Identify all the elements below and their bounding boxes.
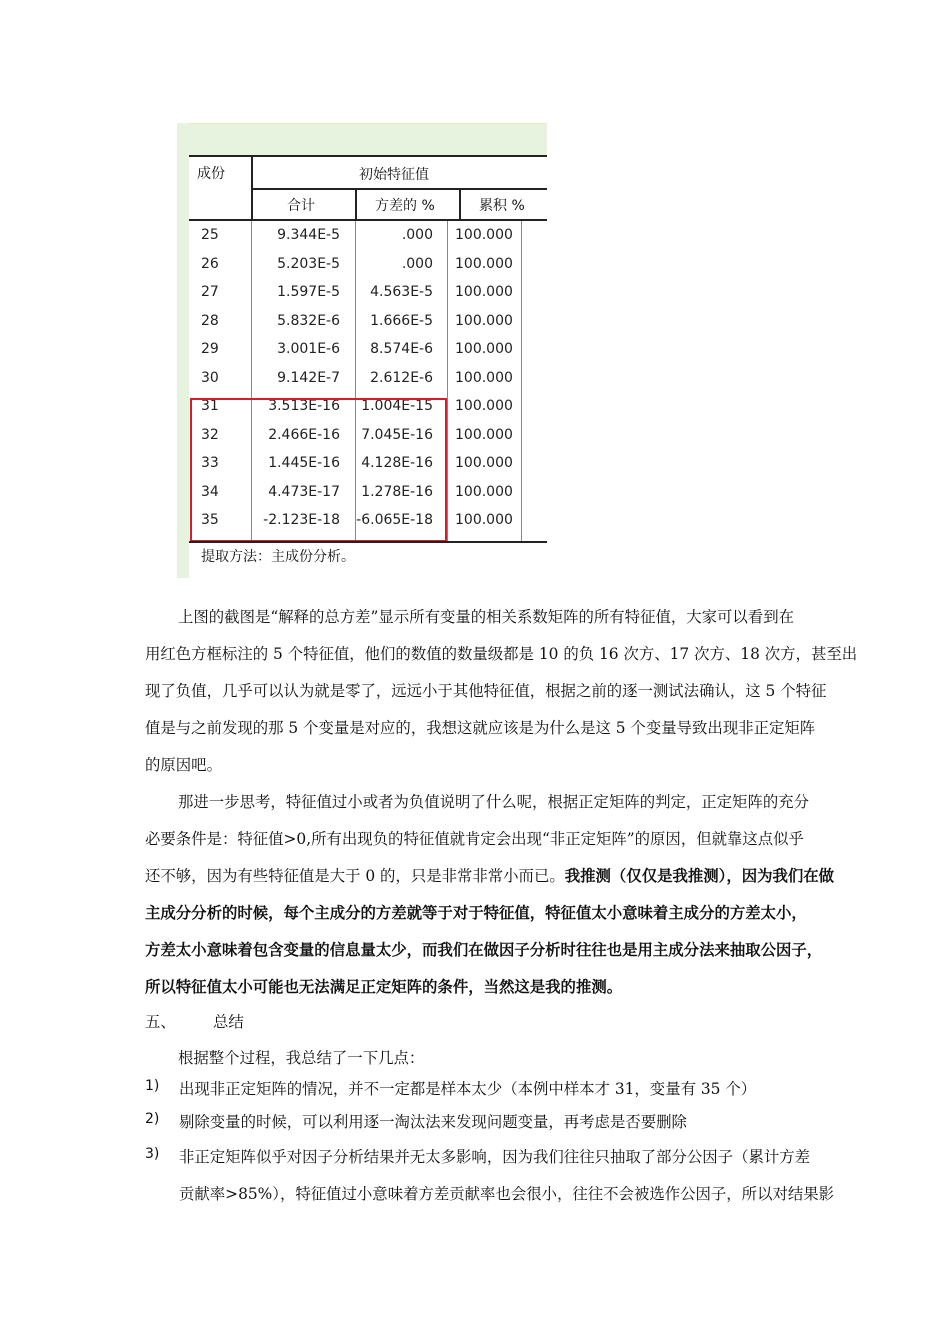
row-cumulative: 100.000 (455, 255, 513, 272)
row-cumulative: 100.000 (455, 227, 513, 243)
row-variance: 1.666E-5 (370, 312, 433, 329)
document-page: 成份 初始特征值 合计 方差的 % 累积 % 25 9.344E-5 .000 100.000 26 5.203E-5 .000 100.000 27 1.597E-5 4.563E-5 100.000 28 5.832E-6 1.666E-5 100.000 29 3.001E-6 8.574E-6 100.000 30 9.142E-7 2.612E-6 100.000 31 3.513E-16 1.004E-15 100.000 32 2.466E-16 7.045E-16 100.000 33 1.445E-16 4.128E-16 100.000 34 4.473E-17 1.278E-16 100.000 35 -2.123E-18 -6.065E-18 100.000 提取方法：主成份分析。 上图的截图是“解释的总方差”显示所有变量的相关系数矩阵的所有特征值，大家可以看到在 用红色方框标注的 5 个特征值，他们的数值的数量级都是 10 的负 16 次方、17 次方、18 次方，甚至出 现了负值，几乎可以认为就是零了，远远小于其他特征值，根据之前的逐一测试法确认，这 5 个特征 值是与之前发现的那 5 个变量是对应的，我想这就应该是为什么是这 5 个变量导致出现非正定矩阵 的原因吧。 那进一步思考，特征值过小或者为负值说明了什么呢，根据正定矩阵的判定，正定矩阵的充分 必要条件是：特征值>0,所有出现负的特征值就肯定会出现“非正定矩阵”的原因，但就靠这点似乎 还不够，因为有些特征值是大于 0 的，只是非常非常小而已。我推测（仅仅是我推测），因为我们在做 主成分分析的时候，每个主成分的方差就等于对于特征值，特征值太小意味着主成分的方差太小， 方差太小意味着包含变量的信息量太少，而我们在做因子分析时往往也是用主成分法来抽取公因子， 所以特征值太小可能也无法满足正定矩阵的条件，当然这是我的推测。 五、 总结 根据整个过程，我总结了一下几点： 1) 出现非正定矩阵的情况，并不一定都是样本太少（本例中样本才 31，变量有 35 个） 2) 剔除变量的时候，可以利用逐一淘汰法来发现问题变量，再考虑是否要删除 3) 非正定矩阵似乎对因子分析结果并无太多影响，因为我们往往只抽取了部分公因子（累计方差 贡献率>85%），特征值过小意味着方差贡献率也会很小，往往不会被选作公因子，所以对结果影 (0, 0, 950, 1344)
row-variance: .000 (401, 227, 433, 243)
divider (190, 123, 547, 124)
row-component: 33 (201, 455, 219, 471)
row-component: 35 (201, 512, 219, 528)
row-component: 28 (201, 312, 219, 329)
row-component: 32 (201, 426, 219, 443)
row-variance: 1.278E-16 (361, 483, 433, 500)
table-row (189, 335, 547, 363)
row-variance: 4.563E-5 (370, 284, 433, 300)
row-cumulative: 100.000 (455, 483, 513, 500)
row-component: 31 (201, 398, 219, 414)
paragraph-1-first: 上图的截图是“解释的总方差”显示所有变量的相关系数矩阵的所有特征值，大家可以看到在 (178, 608, 794, 626)
row-total: 1.445E-16 (268, 455, 340, 471)
row-total: 2.466E-16 (268, 426, 340, 443)
table-bottom-rule (189, 541, 547, 543)
row-cumulative: 100.000 (455, 398, 513, 414)
row-cumulative: 100.000 (455, 284, 513, 300)
row-variance: .000 (401, 255, 433, 272)
header-variance-pct: 方差的 % (375, 198, 435, 214)
row-cumulative: 100.000 (455, 426, 513, 443)
intro-line: 根据整个过程，我总结了一下几点： (178, 1049, 425, 1067)
paragraph-2: 必要条件是：特征值>0,所有出现负的特征值就肯定会出现“非正定矩阵”的原因，但就靠这点似乎 还不够，因为有些特征值是大于 0 的，只是非常非常小而已。我推测（仅仅是我推测），因为我们在做 主成分分析的时候，每个主成分的方差就等于对于特征值，特征值太小意味着主成分的方差太小， 方差太小意味着包含变量的信息量太少，而我们在做因子分析时往往也是用主成分法来抽取公因子， 所以特征值太小可能也无法满足正定矩阵的条件，当然这是我的推测。 (145, 830, 835, 996)
row-cumulative: 100.000 (455, 512, 513, 528)
row-cumulative: 100.000 (455, 455, 513, 471)
row-variance: 8.574E-6 (370, 341, 433, 357)
row-total: 5.832E-6 (277, 312, 340, 329)
table-row (189, 278, 547, 306)
row-total: 3.001E-6 (277, 341, 340, 357)
table-row (189, 221, 547, 249)
header-component: 成份 (197, 166, 225, 182)
header-cumulative-pct: 累积 % (479, 198, 525, 214)
row-component: 29 (201, 341, 219, 357)
row-component: 34 (201, 483, 219, 500)
table-footnote: 提取方法：主成份分析。 (201, 549, 355, 565)
row-cumulative: 100.000 (455, 341, 513, 357)
row-cumulative: 100.000 (455, 369, 513, 386)
row-variance: 4.128E-16 (361, 455, 433, 471)
paragraph-1: 用红色方框标注的 5 个特征值，他们的数值的数量级都是 10 的负 16 次方、17 次方、18 次方，甚至出 现了负值，几乎可以认为就是零了，远远小于其他特征值，根据之前的逐一测试法确认，这 5 个特征 值是与之前发现的那 5 个变量是对应的，我想这就应该是为什么是这 5 个变量导致出现非正定矩阵 的原因吧。 (145, 645, 858, 774)
row-variance: 1.004E-15 (361, 398, 433, 414)
row-total: 5.203E-5 (277, 255, 340, 272)
row-total: 3.513E-16 (268, 398, 340, 414)
highlight-box (190, 398, 447, 542)
row-component: 30 (201, 369, 219, 386)
row-cumulative: 100.000 (455, 312, 513, 329)
row-total: 9.142E-7 (277, 369, 340, 386)
table-row (189, 307, 547, 335)
row-component: 25 (201, 227, 219, 243)
row-component: 26 (201, 255, 219, 272)
table-row (189, 250, 547, 278)
row-variance: -6.065E-18 (356, 512, 433, 528)
row-total: 1.597E-5 (277, 284, 340, 300)
header-total: 合计 (287, 198, 315, 214)
paragraph-2-first: 那进一步思考，特征值过小或者为负值说明了什么呢，根据正定矩阵的判定，正定矩阵的充分 (178, 793, 810, 811)
row-component: 27 (201, 284, 219, 300)
row-total: 9.344E-5 (277, 227, 340, 243)
row-total: 4.473E-17 (268, 483, 340, 500)
table-row (189, 364, 547, 392)
table-header (189, 155, 547, 221)
row-total: -2.123E-18 (263, 512, 340, 528)
row-variance: 7.045E-16 (361, 426, 433, 443)
row-variance: 2.612E-6 (370, 369, 433, 386)
header-initial-eigenvalues: 初始特征值 (359, 167, 429, 183)
